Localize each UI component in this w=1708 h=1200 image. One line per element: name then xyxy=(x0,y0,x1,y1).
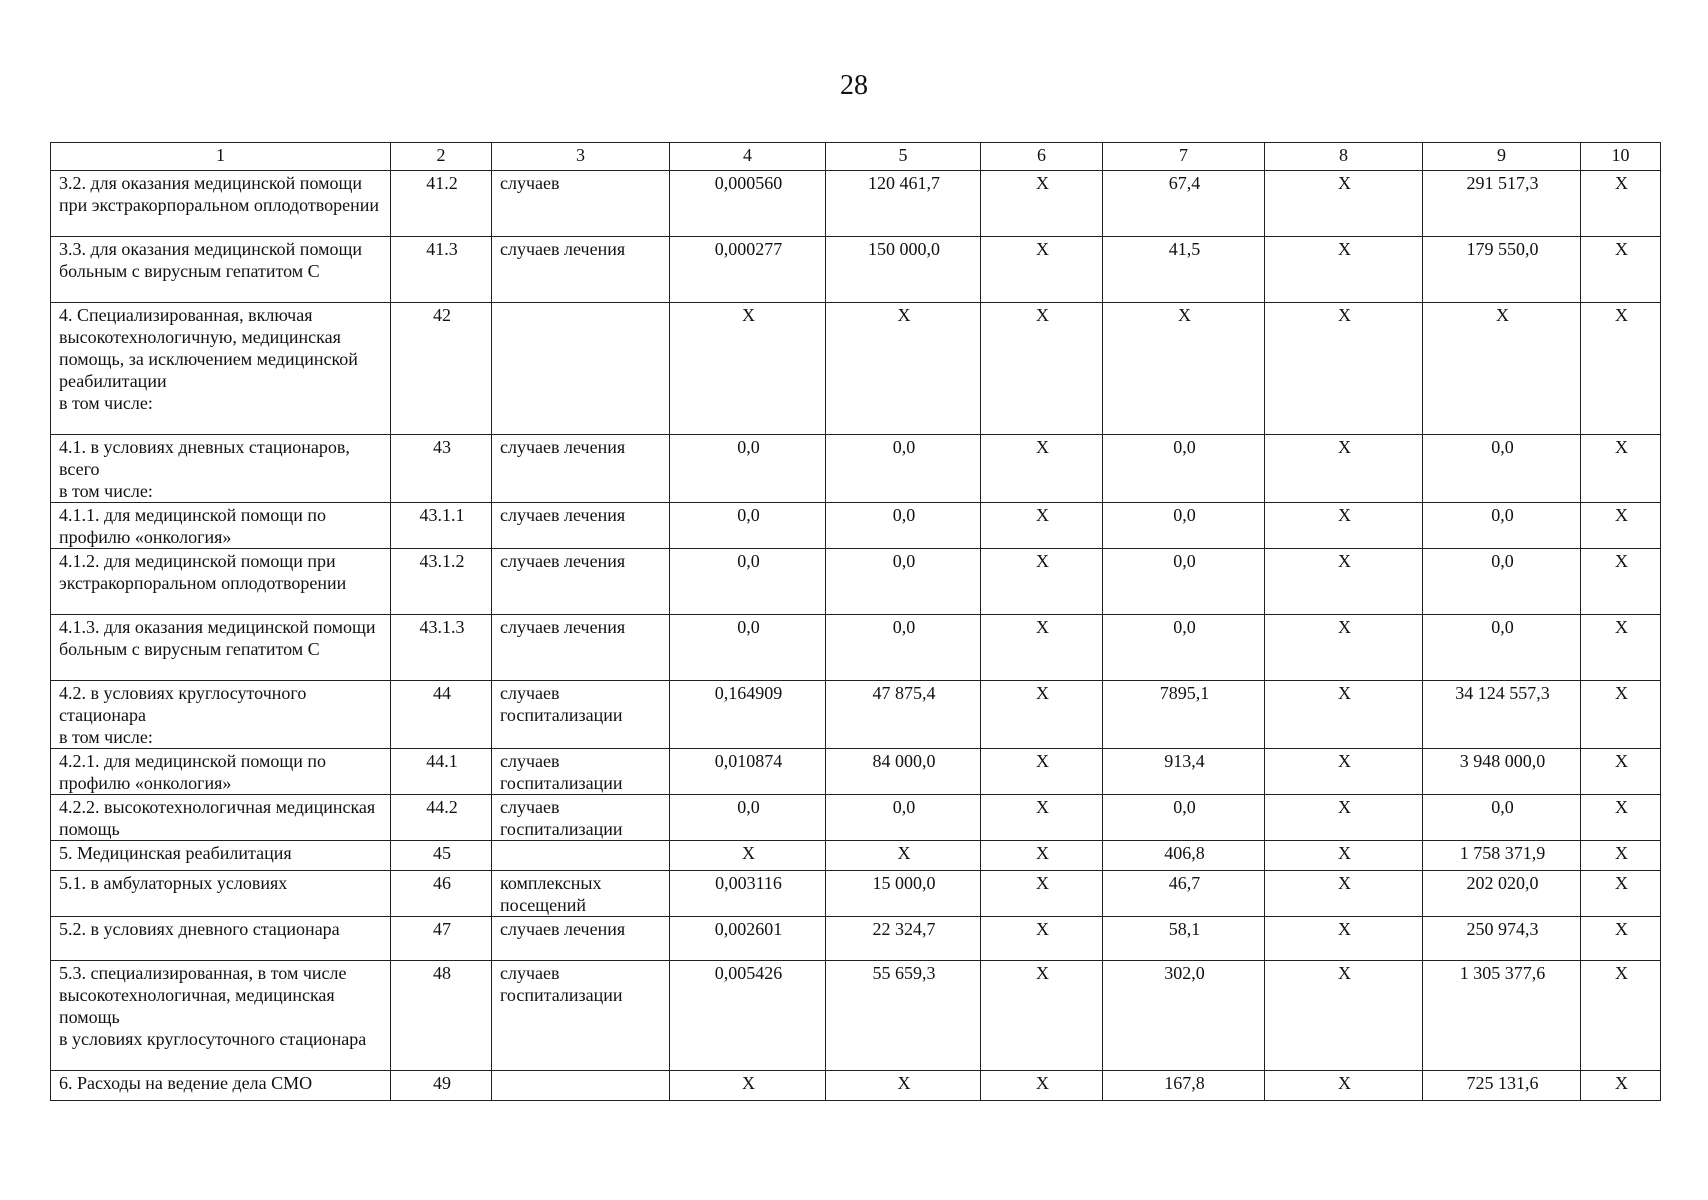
unit-of-measure: случаев лечения xyxy=(492,503,670,549)
value-col-6: Х xyxy=(981,303,1103,435)
table-row xyxy=(51,549,1661,615)
column-header-4: 4 xyxy=(670,143,826,171)
value-col-7: 302,0 xyxy=(1103,961,1265,1071)
value-col-9: 3 948 000,0 xyxy=(1423,749,1581,795)
value-col-6: Х xyxy=(981,841,1103,871)
column-header-7: 7 xyxy=(1103,143,1265,171)
value-col-8: Х xyxy=(1265,917,1423,961)
value-col-4: 0,000277 xyxy=(670,237,826,303)
value-col-9: 725 131,6 xyxy=(1423,1071,1581,1101)
row-code: 41.2 xyxy=(391,171,492,237)
table-row xyxy=(51,435,1661,503)
value-col-10: Х xyxy=(1581,961,1661,1071)
value-col-8: Х xyxy=(1265,171,1423,237)
row-code: 43.1.3 xyxy=(391,615,492,681)
value-col-10: Х xyxy=(1581,917,1661,961)
value-col-4: 0,0 xyxy=(670,615,826,681)
value-col-6: Х xyxy=(981,871,1103,917)
value-col-8: Х xyxy=(1265,1071,1423,1101)
unit-of-measure: случаев лечения xyxy=(492,237,670,303)
row-label: 3.3. для оказания медицинской помощи больным с вирусным гепатитом С xyxy=(51,237,391,303)
row-label: 5.1. в амбулаторных условиях xyxy=(51,871,391,917)
table-body xyxy=(51,171,1661,1101)
value-col-7: 0,0 xyxy=(1103,615,1265,681)
value-col-6: Х xyxy=(981,795,1103,841)
value-col-8: Х xyxy=(1265,871,1423,917)
value-col-9: 250 974,3 xyxy=(1423,917,1581,961)
row-code: 43.1.2 xyxy=(391,549,492,615)
value-col-7: 46,7 xyxy=(1103,871,1265,917)
table-row xyxy=(51,841,1661,871)
table-row xyxy=(51,503,1661,549)
value-col-9: 0,0 xyxy=(1423,503,1581,549)
value-col-9: 1 305 377,6 xyxy=(1423,961,1581,1071)
value-col-5: Х xyxy=(826,1071,981,1101)
value-col-10: Х xyxy=(1581,503,1661,549)
column-header-10: 10 xyxy=(1581,143,1661,171)
row-code: 43 xyxy=(391,435,492,503)
value-col-9: 179 550,0 xyxy=(1423,237,1581,303)
value-col-8: Х xyxy=(1265,749,1423,795)
value-col-5: 150 000,0 xyxy=(826,237,981,303)
value-col-9: 0,0 xyxy=(1423,549,1581,615)
value-col-7: 0,0 xyxy=(1103,795,1265,841)
value-col-9: 0,0 xyxy=(1423,615,1581,681)
value-col-8: Х xyxy=(1265,435,1423,503)
value-col-8: Х xyxy=(1265,795,1423,841)
value-col-4: 0,164909 xyxy=(670,681,826,749)
unit-of-measure xyxy=(492,841,670,871)
table-row xyxy=(51,615,1661,681)
value-col-7: 167,8 xyxy=(1103,1071,1265,1101)
unit-of-measure: случаев лечения xyxy=(492,435,670,503)
unit-of-measure: комплексных посещений xyxy=(492,871,670,917)
value-col-9: 1 758 371,9 xyxy=(1423,841,1581,871)
value-col-7: 406,8 xyxy=(1103,841,1265,871)
row-label: 4.2. в условиях круглосуточного стационара в том числе: xyxy=(51,681,391,749)
column-header-1: 1 xyxy=(51,143,391,171)
row-code: 49 xyxy=(391,1071,492,1101)
value-col-5: 0,0 xyxy=(826,549,981,615)
value-col-5: Х xyxy=(826,303,981,435)
value-col-6: Х xyxy=(981,1071,1103,1101)
value-col-7: 0,0 xyxy=(1103,549,1265,615)
value-col-4: 0,000560 xyxy=(670,171,826,237)
value-col-7: 41,5 xyxy=(1103,237,1265,303)
value-col-6: Х xyxy=(981,503,1103,549)
value-col-7: Х xyxy=(1103,303,1265,435)
value-col-8: Х xyxy=(1265,303,1423,435)
value-col-10: Х xyxy=(1581,841,1661,871)
value-col-8: Х xyxy=(1265,841,1423,871)
value-col-9: 202 020,0 xyxy=(1423,871,1581,917)
value-col-6: Х xyxy=(981,435,1103,503)
value-col-4: 0,003116 xyxy=(670,871,826,917)
value-col-4: Х xyxy=(670,841,826,871)
value-col-9: 34 124 557,3 xyxy=(1423,681,1581,749)
row-code: 44 xyxy=(391,681,492,749)
value-col-5: 0,0 xyxy=(826,615,981,681)
value-col-6: Х xyxy=(981,171,1103,237)
row-code: 45 xyxy=(391,841,492,871)
value-col-6: Х xyxy=(981,549,1103,615)
value-col-4: 0,010874 xyxy=(670,749,826,795)
unit-of-measure: случаев госпитализации xyxy=(492,961,670,1071)
value-col-7: 0,0 xyxy=(1103,435,1265,503)
value-col-10: Х xyxy=(1581,303,1661,435)
row-label: 4.1.1. для медицинской помощи по профилю «онкология» xyxy=(51,503,391,549)
row-code: 44.2 xyxy=(391,795,492,841)
table-row xyxy=(51,917,1661,961)
value-col-10: Х xyxy=(1581,435,1661,503)
value-col-5: 55 659,3 xyxy=(826,961,981,1071)
value-col-10: Х xyxy=(1581,549,1661,615)
value-col-6: Х xyxy=(981,237,1103,303)
value-col-10: Х xyxy=(1581,681,1661,749)
value-col-8: Х xyxy=(1265,237,1423,303)
value-col-9: Х xyxy=(1423,303,1581,435)
value-col-4: 0,005426 xyxy=(670,961,826,1071)
unit-of-measure: случаев лечения xyxy=(492,917,670,961)
row-code: 43.1.1 xyxy=(391,503,492,549)
unit-of-measure: случаев госпитализации xyxy=(492,795,670,841)
unit-of-measure: случаев госпитализации xyxy=(492,681,670,749)
data-table xyxy=(50,142,1661,1101)
column-header-9: 9 xyxy=(1423,143,1581,171)
row-code: 41.3 xyxy=(391,237,492,303)
row-code: 44.1 xyxy=(391,749,492,795)
value-col-10: Х xyxy=(1581,795,1661,841)
value-col-9: 0,0 xyxy=(1423,795,1581,841)
value-col-4: 0,0 xyxy=(670,435,826,503)
table-row xyxy=(51,237,1661,303)
value-col-8: Х xyxy=(1265,549,1423,615)
value-col-4: 0,0 xyxy=(670,795,826,841)
value-col-7: 7895,1 xyxy=(1103,681,1265,749)
row-code: 48 xyxy=(391,961,492,1071)
value-col-4: 0,002601 xyxy=(670,917,826,961)
unit-of-measure: случаев госпитализации xyxy=(492,749,670,795)
row-label: 4.2.2. высокотехнологичная медицинская помощь xyxy=(51,795,391,841)
row-label: 6. Расходы на ведение дела СМО xyxy=(51,1071,391,1101)
value-col-5: 0,0 xyxy=(826,435,981,503)
table-row xyxy=(51,681,1661,749)
value-col-5: 15 000,0 xyxy=(826,871,981,917)
value-col-6: Х xyxy=(981,961,1103,1071)
unit-of-measure: случаев лечения xyxy=(492,549,670,615)
row-label: 4. Специализированная, включая высокотехнологичную, медицинская помощь, за исключением медицинской реабилитации в том числе: xyxy=(51,303,391,435)
value-col-5: 0,0 xyxy=(826,795,981,841)
value-col-8: Х xyxy=(1265,681,1423,749)
table-row xyxy=(51,795,1661,841)
value-col-4: 0,0 xyxy=(670,503,826,549)
row-label: 4.1. в условиях дневных стационаров, всего в том числе: xyxy=(51,435,391,503)
row-label: 5.2. в условиях дневного стационара xyxy=(51,917,391,961)
value-col-6: Х xyxy=(981,681,1103,749)
row-label: 5. Медицинская реабилитация xyxy=(51,841,391,871)
row-label: 4.1.3. для оказания медицинской помощи больным с вирусным гепатитом С xyxy=(51,615,391,681)
value-col-5: Х xyxy=(826,841,981,871)
value-col-6: Х xyxy=(981,615,1103,681)
row-label: 5.3. специализированная, в том числе высокотехнологичная, медицинская помощь в условиях круглосуточного стационара xyxy=(51,961,391,1071)
value-col-10: Х xyxy=(1581,749,1661,795)
value-col-5: 22 324,7 xyxy=(826,917,981,961)
value-col-5: 120 461,7 xyxy=(826,171,981,237)
page-number: 28 xyxy=(840,70,868,101)
unit-of-measure xyxy=(492,303,670,435)
value-col-10: Х xyxy=(1581,237,1661,303)
table-row xyxy=(51,303,1661,435)
column-header-6: 6 xyxy=(981,143,1103,171)
table-row xyxy=(51,961,1661,1071)
unit-of-measure xyxy=(492,1071,670,1101)
row-code: 47 xyxy=(391,917,492,961)
table-row xyxy=(51,1071,1661,1101)
unit-of-measure: случаев лечения xyxy=(492,615,670,681)
value-col-4: Х xyxy=(670,303,826,435)
value-col-8: Х xyxy=(1265,961,1423,1071)
header-row xyxy=(51,143,1661,171)
value-col-5: 0,0 xyxy=(826,503,981,549)
value-col-6: Х xyxy=(981,749,1103,795)
row-label: 4.2.1. для медицинской помощи по профилю «онкология» xyxy=(51,749,391,795)
value-col-7: 67,4 xyxy=(1103,171,1265,237)
row-code: 42 xyxy=(391,303,492,435)
value-col-8: Х xyxy=(1265,503,1423,549)
value-col-7: 0,0 xyxy=(1103,503,1265,549)
value-col-10: Х xyxy=(1581,615,1661,681)
value-col-10: Х xyxy=(1581,1071,1661,1101)
row-label: 3.2. для оказания медицинской помощи при экстракорпоральном оплодотворении xyxy=(51,171,391,237)
value-col-6: Х xyxy=(981,917,1103,961)
value-col-7: 913,4 xyxy=(1103,749,1265,795)
value-col-5: 47 875,4 xyxy=(826,681,981,749)
value-col-9: 0,0 xyxy=(1423,435,1581,503)
value-col-4: Х xyxy=(670,1071,826,1101)
column-header-5: 5 xyxy=(826,143,981,171)
row-code: 46 xyxy=(391,871,492,917)
value-col-5: 84 000,0 xyxy=(826,749,981,795)
value-col-10: Х xyxy=(1581,871,1661,917)
value-col-9: 291 517,3 xyxy=(1423,171,1581,237)
row-label: 4.1.2. для медицинской помощи при экстракорпоральном оплодотворении xyxy=(51,549,391,615)
column-header-8: 8 xyxy=(1265,143,1423,171)
column-header-3: 3 xyxy=(492,143,670,171)
table-row xyxy=(51,171,1661,237)
table-row xyxy=(51,871,1661,917)
value-col-10: Х xyxy=(1581,171,1661,237)
column-header-2: 2 xyxy=(391,143,492,171)
unit-of-measure: случаев xyxy=(492,171,670,237)
value-col-8: Х xyxy=(1265,615,1423,681)
table-header xyxy=(51,143,1661,171)
value-col-7: 58,1 xyxy=(1103,917,1265,961)
table-row xyxy=(51,749,1661,795)
value-col-4: 0,0 xyxy=(670,549,826,615)
